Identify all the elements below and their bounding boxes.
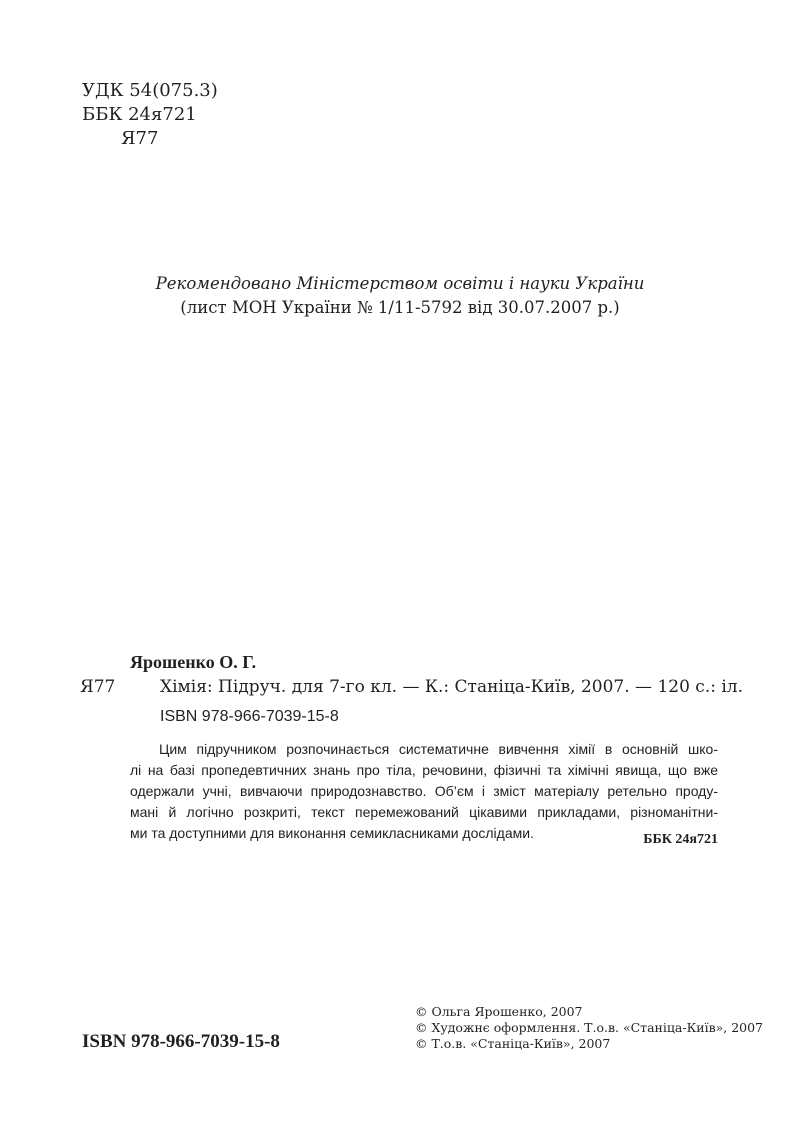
annotation-paragraph <box>130 739 718 844</box>
annotation-bbk-code: ББК 24я721 <box>643 832 718 847</box>
copyright-publisher: © Т.о.в. «Станіца-Київ», 2007 <box>415 1036 611 1051</box>
annotation-line: одержали учні, вивчаючи природознавство. Об’єм і зміст матеріалу ретельно проду- <box>130 783 718 799</box>
copyright-author: © Ольга Ярошенко, 2007 <box>415 1004 583 1019</box>
annotation-line: мані й логічно розкриті, текст перемежований цікавими прикладами, різноманітни- <box>130 804 718 820</box>
annotation-line: Цим підручником розпочинається систематичне вивчення хімії в основній шко- <box>159 741 718 757</box>
footer-isbn: ISBN 978-966-7039-15-8 <box>82 1031 280 1052</box>
author-name: Ярошенко О. Г. <box>130 652 257 672</box>
annotation-line: ми та доступними для виконання семикласниками дослідами. <box>130 825 534 841</box>
author-mark: Я77 <box>121 128 159 149</box>
copyright-design: © Художнє оформлення. Т.о.в. «Станіца-Київ», 2007 <box>415 1020 764 1035</box>
record-isbn: ISBN 978-966-7039-15-8 <box>160 708 339 725</box>
bibliographic-description: Хімія: Підруч. для 7-го кл. — К.: Станіца-Київ, 2007. — 120 с.: іл. <box>160 677 743 697</box>
recommendation-text: Рекомендовано Міністерством освіти і науки України <box>155 274 645 293</box>
annotation-line: лі на базі пропедевтичних знань про тіла, речовини, фізичні та хімічні явища, що вже <box>130 762 718 778</box>
bbk-code: ББК 24я721 <box>82 104 197 125</box>
recommendation-letter: (лист МОН України № 1/11-5792 від 30.07.2007 р.) <box>180 298 620 317</box>
author-mark-side: Я77 <box>80 677 116 697</box>
udk-code: УДК 54(075.3) <box>82 80 218 101</box>
